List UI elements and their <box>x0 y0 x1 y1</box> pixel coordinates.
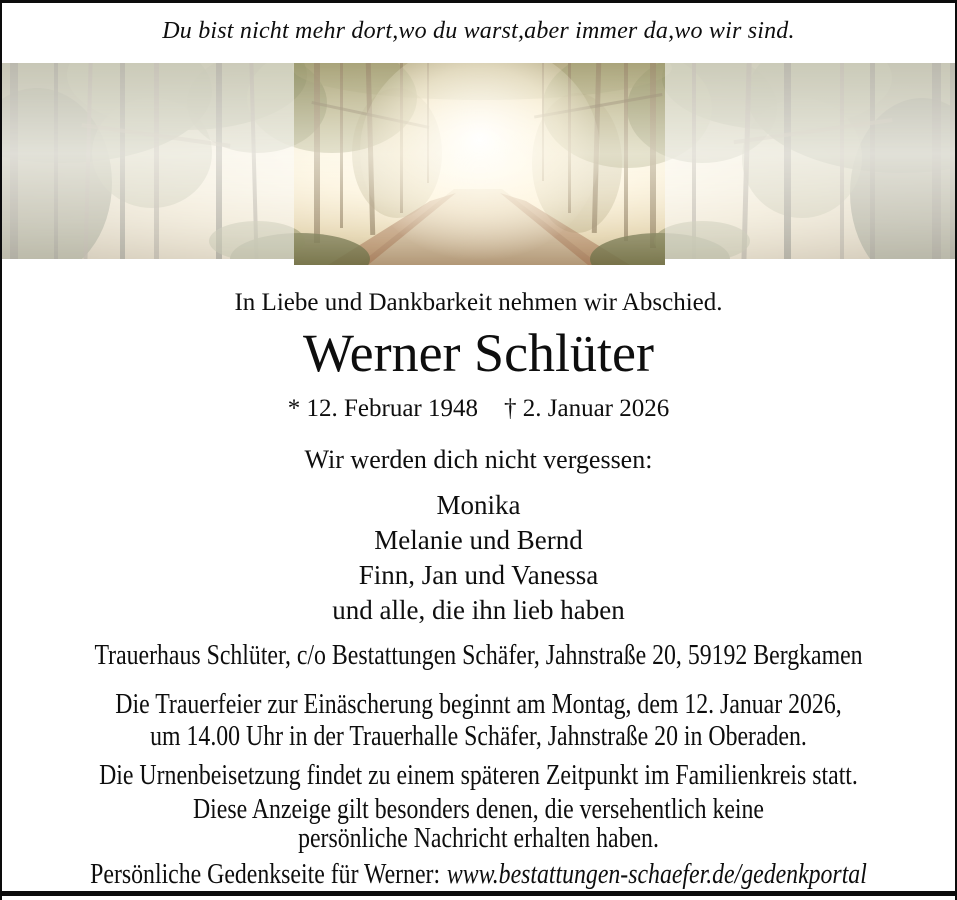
apology-line-1: Diese Anzeige gilt besonders denen, die versehentlich keine <box>192 794 765 825</box>
mourner-line: Monika <box>436 490 521 520</box>
ceremony-info <box>2 689 955 753</box>
mourner-line: Melanie und Bernd <box>374 525 583 555</box>
death-date: † 2. Januar 2026 <box>504 395 670 422</box>
forest-path-photo <box>2 63 955 265</box>
intro-line: In Liebe und Dankbarkeit nehmen wir Abschied. <box>234 289 723 316</box>
mourner-line: Finn, Jan und Vanessa <box>358 560 599 590</box>
birth-date: * 12. Februar 1948 <box>287 395 478 422</box>
ceremony-line-2: um 14.00 Uhr in der Trauerhalle Schäfer, Jahnstraße 20 in Oberaden. <box>150 721 807 752</box>
bottom-border-rule <box>2 891 955 896</box>
life-dates <box>2 394 955 424</box>
photo-fade-left-panel <box>2 63 294 265</box>
memorial-page-url: www.bestattungen-schaefer.de/gedenkportal <box>446 859 867 890</box>
mourner-line: und alle, die ihn lieb haben <box>332 595 625 625</box>
mourners-list <box>2 488 955 628</box>
apology-note <box>2 795 955 853</box>
photo-fade-right-panel <box>665 63 955 265</box>
apology-line-2: persönliche Nachricht erhalten haben. <box>298 823 659 854</box>
funeral-home-address: Trauerhaus Schlüter, c/o Bestattungen Schäfer, Jahnstraße 20, 59192 Bergkamen <box>94 640 863 671</box>
ceremony-line-1: Die Trauerfeier zur Einäscherung beginnt am Montag, dem 12. Januar 2026, <box>115 689 842 720</box>
memorial-page-line <box>73 860 883 890</box>
memorial-page-label: Persönliche Gedenkseite für Werner: <box>90 859 441 890</box>
urn-burial-info: Die Urnenbeisetzung findet zu einem späteren Zeitpunkt im Familienkreis statt. <box>99 760 858 791</box>
deceased-name: Werner Schlüter <box>303 323 654 383</box>
farewell-line: Wir werden dich nicht vergessen: <box>304 445 653 474</box>
epitaph-quote: Du bist nicht mehr dort,wo du warst,aber immer da,wo wir sind. <box>162 18 795 44</box>
